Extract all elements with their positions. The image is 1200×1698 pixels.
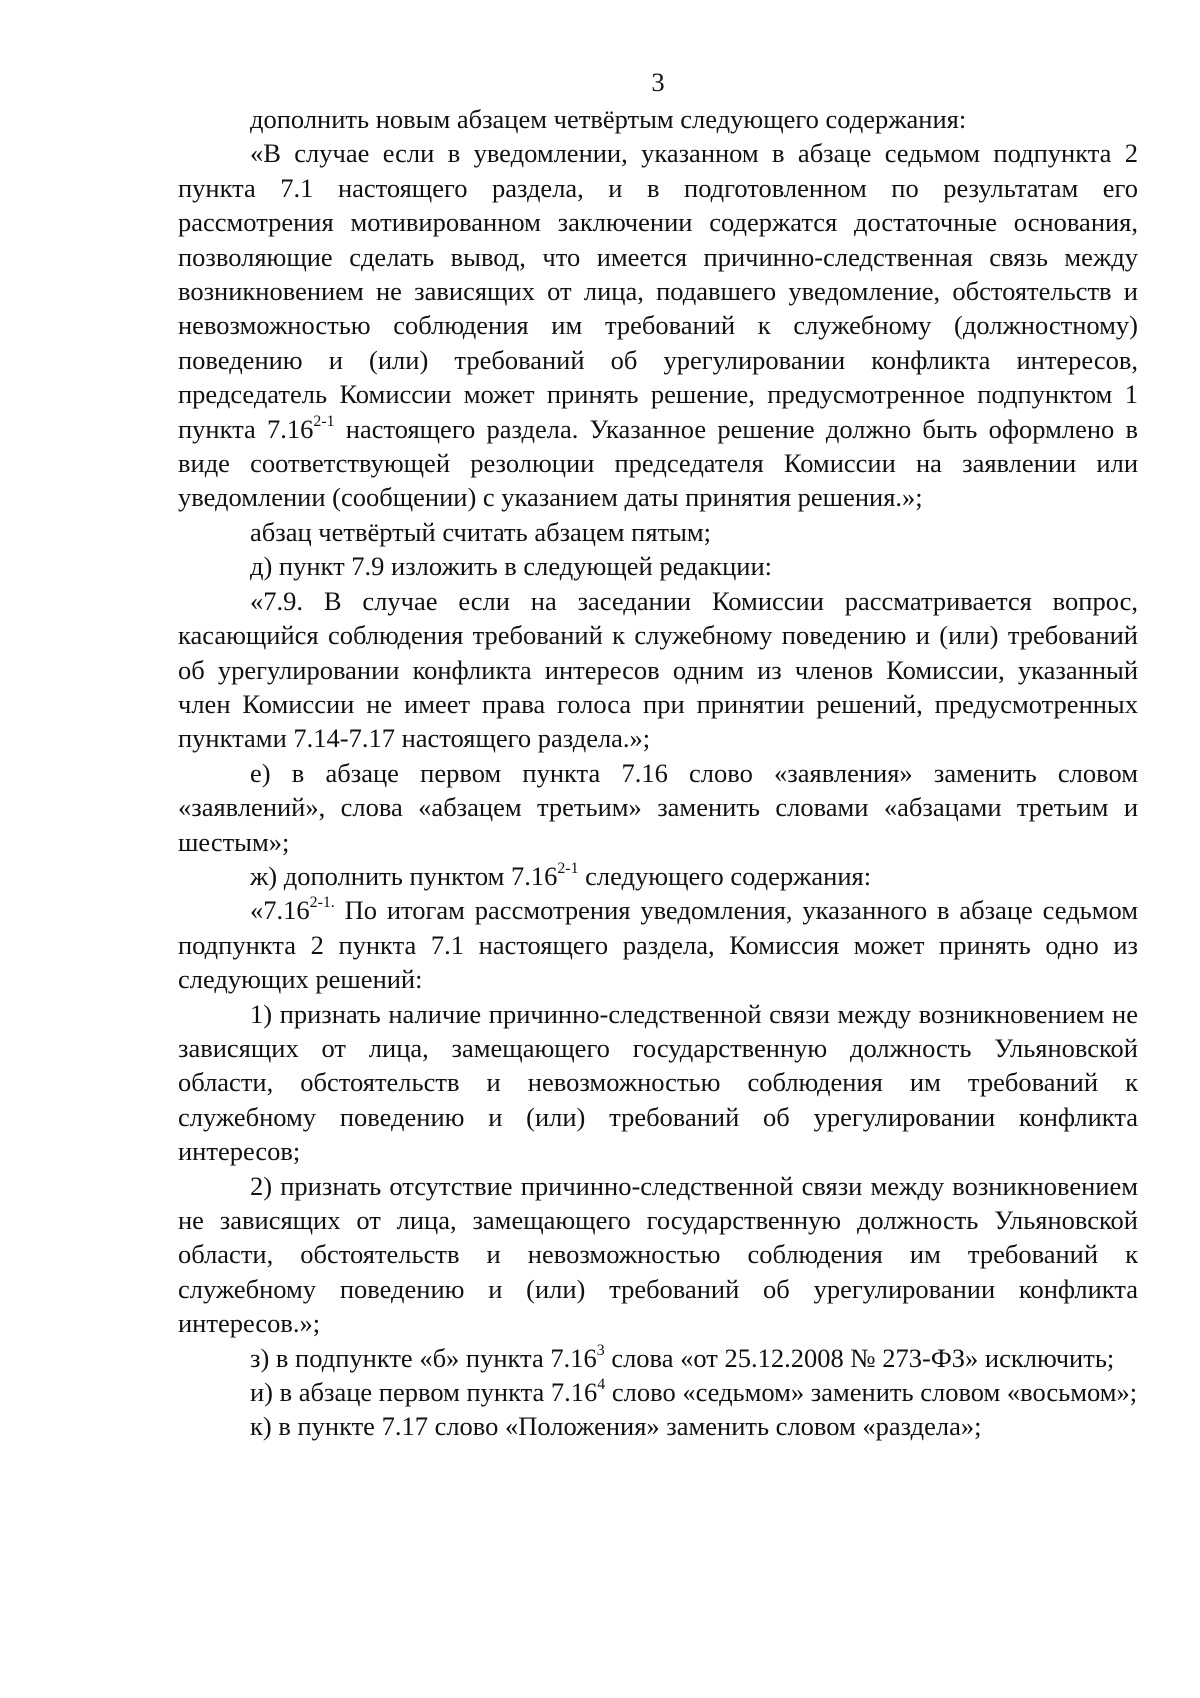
paragraph-10: 2) признать отсутствие причинно-следственной связи между возникновением не зависящих от лица, замещающего государственную должность Ульяновской области, обстоятельств и невозможностью соблюдения им требований к служебному поведению и (или) требований об урегулировании конфликта интересов.»; — [178, 1170, 1138, 1339]
paragraph-8-text-b: По итогам рассмотрения уведомления, указанного в абзаце седьмом подпункта 2 пункта 7.1 настоящего раздела, Комиссия может принять одно из следующих решений: — [178, 895, 1138, 995]
paragraph-8 — [178, 893, 1138, 996]
paragraph-2 — [178, 136, 1138, 514]
paragraph-12 — [178, 1375, 1138, 1409]
paragraph-1: дополнить новым абзацем четвёртым следующего содержания: — [250, 104, 967, 134]
paragraph-8-text-a: «7.16 — [250, 895, 310, 926]
paragraph-8-superscript: 2-1. — [309, 894, 335, 912]
paragraph-2-text-b: настоящего раздела. Указанное решение должно быть оформлено в виде соответствующей резолюции председателя Комиссии на заявлении или уведомлении (сообщении) с указанием даты принятия решения.»; — [178, 413, 1138, 513]
paragraph-2-text-a: «В случае если в уведомлении, указанном в абзаце седьмом подпункта 2 пункта 7.1 настоящего раздела, и в подготовленном по результатам его рассмотрения мотивированном заключении содержатся достаточные основания, позволяющие сделать вывод, что имеется причинно-следственная связь между возникновением не зависящих от лица, подавшего уведомление, обстоятельств и невозможностью соблюдения им требований к служебному (должностному) поведению и (или) требований об урегулировании конфликта интересов, председатель Комиссии может принять решение, предусмотренное подпунктом 1 пункта 7.16 — [178, 138, 1138, 444]
paragraph-7-text-b: следующего содержания: — [578, 860, 872, 891]
paragraph-12-text-b: слово «седьмом» заменить словом «восьмом»; — [605, 1377, 1138, 1408]
paragraph-6: е) в абзаце первом пункта 7.16 слово «заявления» заменить словом «заявлений», слова «абзацем третьим» заменить словами «абзацами третьим и шестым»; — [178, 757, 1138, 857]
paragraph-11-superscript: 3 — [596, 1341, 605, 1359]
paragraph-13: к) в пункте 7.17 слово «Положения» заменить словом «раздела»; — [250, 1411, 982, 1442]
paragraph-2-superscript: 2-1 — [313, 412, 335, 430]
paragraph-5: «7.9. В случае если на заседании Комиссии рассматривается вопрос, касающийся соблюдения требований к служебному поведению и (или) требований об урегулировании конфликта интересов одним из членов Комиссии, указанный член Комиссии не имеет права голоса при принятии решений, предусмотренных пунктами 7.14-7.17 настоящего раздела.»; — [178, 585, 1138, 754]
paragraph-12-superscript: 4 — [597, 1376, 606, 1394]
paragraph-7-text-a: ж) дополнить пунктом 7.16 — [250, 860, 558, 891]
paragraph-4: д) пункт 7.9 изложить в следующей редакции: — [250, 551, 773, 582]
paragraph-7 — [178, 859, 1138, 893]
paragraph-7-superscript: 2-1 — [557, 860, 579, 878]
paragraph-12-text-a: и) в абзаце первом пункта 7.16 — [250, 1377, 598, 1408]
paragraph-11-text-a: з) в подпункте «б» пункта 7.16 — [250, 1342, 597, 1373]
paragraph-11-text-b: слова «от 25.12.2008 № 273-ФЗ» исключить; — [604, 1342, 1115, 1373]
page-number: 3 — [651, 67, 665, 97]
paragraph-9: 1) признать наличие причинно-следственной связи между возникновением не зависящих от лица, замещающего государственную должность Ульяновской области, обстоятельств и невозможностью соблюдения им требований к служебному поведению и (или) требований об урегулировании конфликта интересов; — [178, 998, 1138, 1167]
paragraph-3: абзац четвёртый считать абзацем пятым; — [250, 516, 712, 547]
paragraph-11 — [178, 1341, 1138, 1375]
